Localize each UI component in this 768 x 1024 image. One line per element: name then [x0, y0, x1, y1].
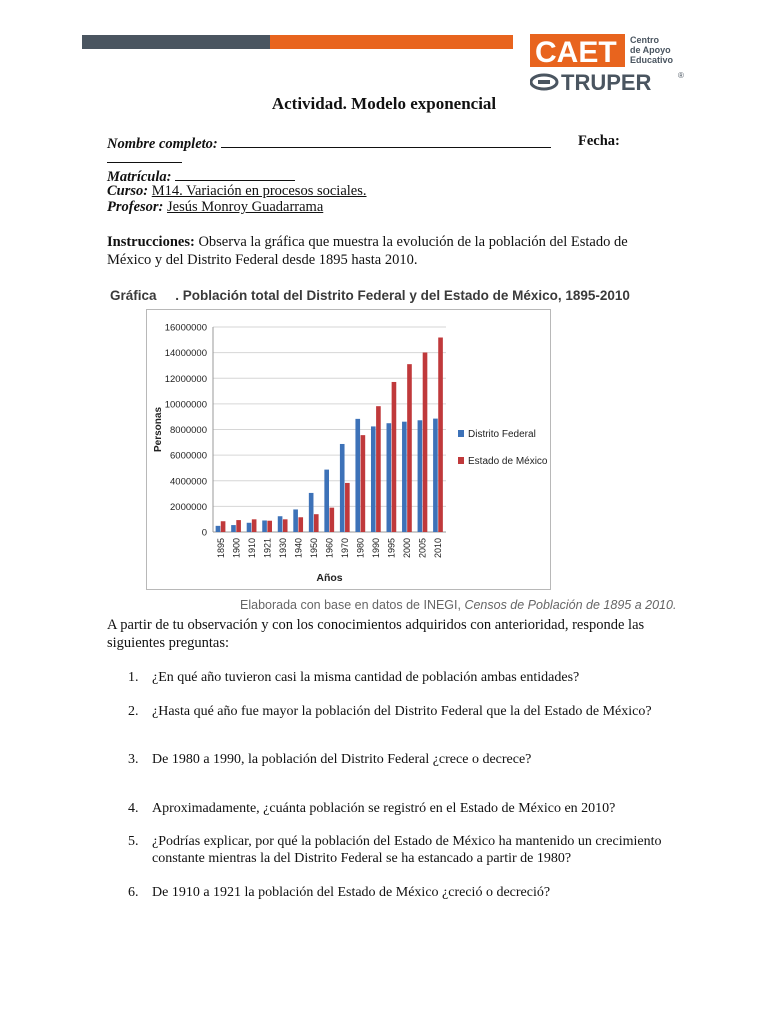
- chart-source-prefix: Elaborada con base en datos de INEGI,: [240, 598, 465, 612]
- bar-estado-de-mexico: [423, 352, 428, 532]
- x-tick-label: 2010: [433, 538, 444, 559]
- question-number: 2.: [128, 704, 139, 719]
- bar-distrito-federal: [355, 419, 360, 532]
- question-2: [128, 703, 672, 720]
- bar-estado-de-mexico: [407, 364, 412, 532]
- date-label: Fecha:: [578, 133, 620, 149]
- question-3: [128, 751, 672, 768]
- matricula-field[interactable]: [175, 166, 295, 181]
- matricula-label: Matrícula:: [107, 169, 172, 185]
- bar-distrito-federal: [309, 493, 314, 532]
- bar-estado-de-mexico: [392, 382, 397, 532]
- logo-sub-line3: Educativo: [630, 55, 674, 65]
- profesor-label: Profesor:: [107, 199, 164, 215]
- bar-estado-de-mexico: [438, 338, 443, 532]
- bar-estado-de-mexico: [330, 508, 335, 532]
- bar-estado-de-mexico: [314, 514, 319, 532]
- question-1: [128, 669, 672, 686]
- y-tick-label: 8000000: [170, 425, 207, 436]
- lead-text: A partir de tu observación y con los conocimientos adquiridos con anterioridad, responde las siguientes preguntas:: [107, 617, 645, 651]
- bar-estado-de-mexico: [361, 435, 366, 532]
- date-field[interactable]: [107, 150, 182, 163]
- x-tick-label: 1950: [308, 538, 319, 559]
- y-tick-label: 10000000: [164, 399, 207, 411]
- bar-estado-de-mexico: [376, 406, 381, 532]
- bar-distrito-federal: [371, 426, 376, 532]
- question-number: 1.: [128, 670, 139, 685]
- logo-sub-line1: Centro: [630, 35, 659, 45]
- y-axis-label: Personas: [153, 406, 164, 453]
- y-tick-label: 4000000: [170, 476, 207, 488]
- caet-truper-logo: [530, 34, 690, 94]
- question-5: [128, 833, 672, 867]
- page-title: Actividad. Modelo exponencial: [271, 94, 497, 113]
- bar-distrito-federal: [402, 422, 407, 532]
- x-tick-label: 1910: [246, 538, 257, 559]
- legend-swatch: [458, 430, 464, 437]
- curso-label: Curso:: [107, 183, 149, 199]
- x-tick-label: 1900: [231, 538, 242, 559]
- bar-estado-de-mexico: [221, 521, 226, 532]
- legend-label: Distrito Federal: [468, 429, 536, 440]
- bar-estado-de-mexico: [345, 483, 350, 532]
- logo-registered-mark: ®: [678, 71, 684, 80]
- logo-caet-text: CAET: [535, 36, 617, 69]
- question-4: [128, 800, 672, 817]
- bar-distrito-federal: [418, 420, 423, 532]
- chart-source: [240, 598, 676, 612]
- question-text: ¿Podrías explicar, por qué la población del Estado de México ha mantenido un crecimiento constante mientras la del Distrito Federal se ha estancado a partir de 1980?: [152, 834, 662, 866]
- chart-caption: Gráfica . Población total del Distrito Federal y del Estado de México, 1895-2010: [110, 288, 630, 303]
- x-tick-label: 1970: [340, 538, 351, 559]
- logo-truper-text: TRUPER: [561, 70, 652, 94]
- bar-distrito-federal: [216, 526, 221, 532]
- bar-estado-de-mexico: [267, 521, 272, 532]
- question-number: 5.: [128, 834, 139, 849]
- question-number: 3.: [128, 752, 139, 767]
- x-tick-label: 1930: [277, 538, 288, 559]
- name-label: Nombre completo: [107, 136, 213, 152]
- question-text: ¿En qué año tuvieron casi la misma cantidad de población ambas entidades?: [152, 670, 580, 685]
- x-tick-label: 1980: [355, 538, 366, 559]
- question-text: Aproximadamente, ¿cuánta población se registró en el Estado de México en 2010?: [152, 801, 616, 816]
- curso-row: [107, 183, 367, 200]
- y-tick-label: 14000000: [164, 348, 207, 360]
- profesor-value: Jesús Monroy Guadarrama: [167, 199, 324, 215]
- x-axis-label: Años: [316, 572, 343, 584]
- y-tick-label: 2000000: [170, 501, 207, 513]
- question-6: [128, 884, 672, 901]
- y-tick-label: 16000000: [164, 322, 207, 334]
- y-tick-label: 6000000: [170, 450, 207, 462]
- instructions: [107, 233, 667, 269]
- bar-distrito-federal: [324, 470, 329, 532]
- bar-distrito-federal: [262, 520, 267, 532]
- question-text: De 1980 a 1990, la población del Distrito Federal ¿crece o decrece?: [152, 752, 532, 767]
- bar-distrito-federal: [340, 444, 345, 532]
- question-number: 6.: [128, 885, 139, 900]
- legend-label: Estado de México: [468, 456, 548, 467]
- header-orange-bar: [270, 35, 513, 49]
- population-bar-chart: [147, 310, 550, 589]
- instructions-label: Instrucciones:: [107, 234, 195, 250]
- bar-distrito-federal: [387, 423, 392, 532]
- bar-distrito-federal: [293, 509, 298, 532]
- name-row: Nombre completo:: [107, 133, 551, 153]
- question-number: 4.: [128, 801, 139, 816]
- x-tick-label: 1940: [293, 538, 304, 559]
- bar-distrito-federal: [247, 523, 252, 532]
- bar-distrito-federal: [278, 516, 283, 532]
- x-tick-label: 2005: [417, 538, 428, 559]
- x-tick-label: 1995: [386, 538, 397, 559]
- profesor-row: [107, 199, 323, 216]
- x-tick-label: 1990: [371, 538, 382, 559]
- bar-estado-de-mexico: [252, 519, 257, 532]
- y-tick-label: 0: [201, 527, 207, 539]
- question-text: ¿Hasta qué año fue mayor la población del Distrito Federal que la del Estado de México?: [152, 704, 652, 719]
- logo-sub-line2: de Apoyo: [630, 45, 671, 55]
- bar-distrito-federal: [433, 419, 438, 532]
- chart-source-italic: Censos de Población de 1895 a 2010.: [464, 598, 677, 612]
- x-tick-label: 1960: [324, 538, 335, 559]
- curso-value: M14. Variación en procesos sociales.: [151, 183, 367, 199]
- bar-estado-de-mexico: [283, 519, 288, 532]
- bar-distrito-federal: [231, 525, 236, 532]
- chart-frame: [146, 309, 551, 590]
- bar-estado-de-mexico: [236, 520, 241, 532]
- instructions-text: Observa la gráfica que muestra la evolución de la población del Estado de México y del Distrito Federal desde 1895 hasta 2010.: [107, 234, 628, 268]
- name-field[interactable]: [221, 133, 551, 148]
- x-tick-label: 2000: [402, 538, 413, 559]
- legend-swatch: [458, 457, 464, 464]
- y-tick-label: 12000000: [164, 373, 207, 385]
- logo-truper-emblem-bar: [538, 80, 550, 84]
- header-grey-bar: [82, 35, 270, 49]
- x-tick-label: 1895: [215, 538, 226, 559]
- bar-estado-de-mexico: [298, 517, 303, 532]
- question-text: De 1910 a 1921 la población del Estado de México ¿creció o decreció?: [152, 885, 551, 900]
- x-tick-label: 1921: [262, 538, 273, 559]
